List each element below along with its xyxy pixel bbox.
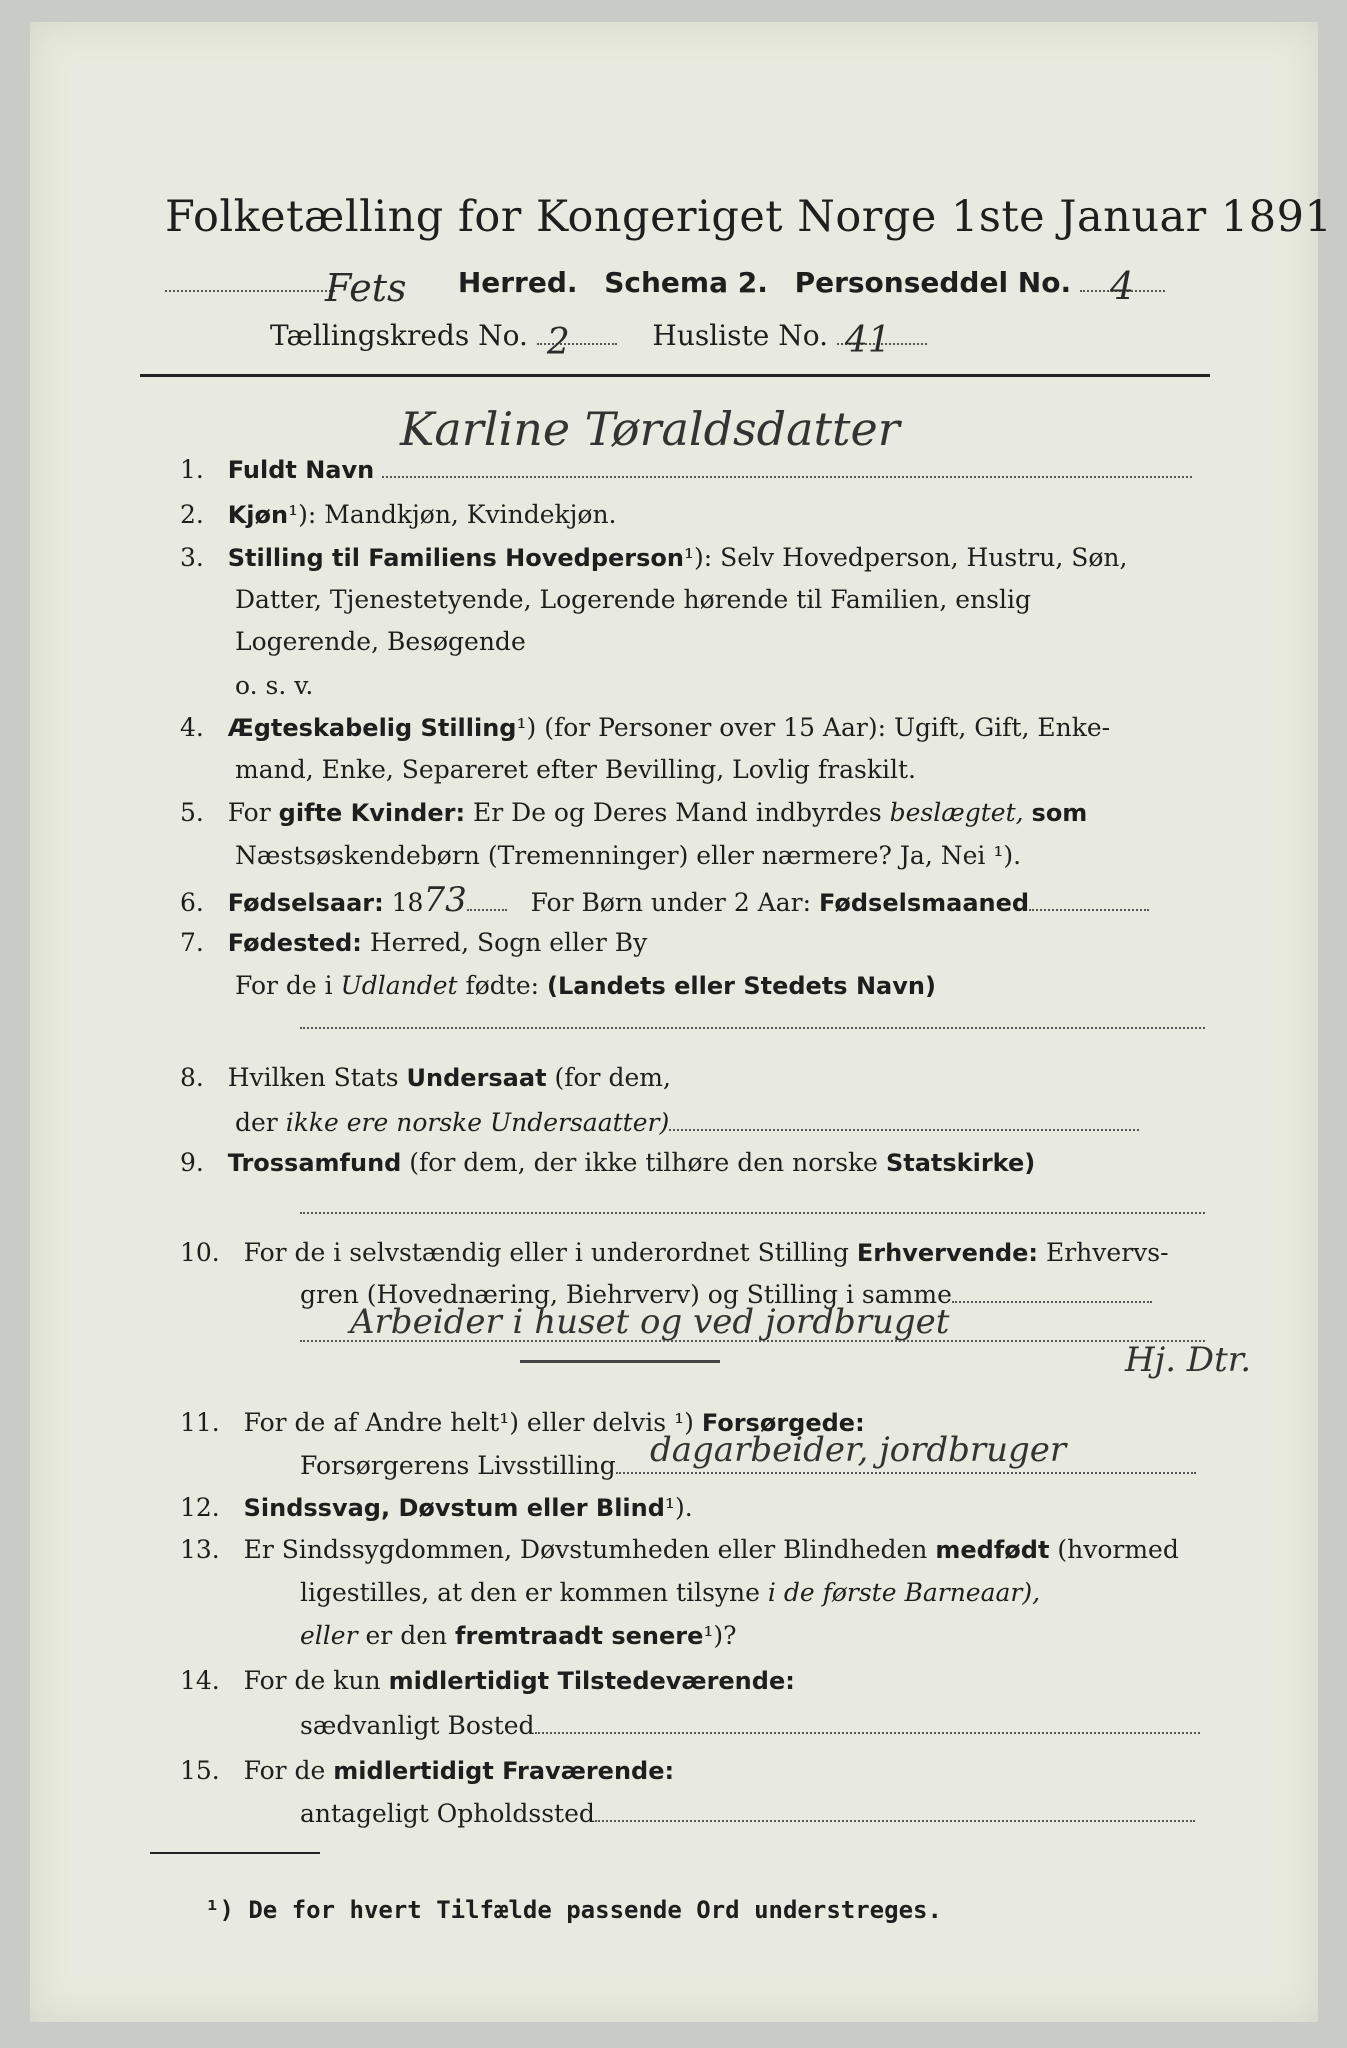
- field-10-line-2: gren (Hovednæring, Biehrverv) og Stilling i samme: [300, 1279, 1152, 1311]
- field-6: 6. Fødselsaar: 1873 For Børn under 2 Aar: Fødselsmaaned: [180, 884, 1149, 919]
- field-7-line-2: For de i Udlandet fødte: (Landets eller Stedets Navn): [235, 971, 936, 1000]
- field-3-line-3: Logerende, Besøgende: [235, 627, 526, 656]
- field-7: 7. Fødested: Herred, Sogn eller By: [180, 928, 648, 957]
- field-5-line-2: Næstsøskendebørn (Tremenninger) eller nærmere? Ja, Nei ¹).: [235, 841, 1022, 870]
- field-10: 10. For de i selvstændig eller i underordnet Stilling Erhvervende: Erhvervs-: [180, 1238, 1169, 1267]
- field-3: 3. Stilling til Familiens Hovedperson¹): Selv Hovedperson, Hustru, Søn,: [180, 543, 1128, 572]
- field-15-line-2: antageligt Opholdssted: [300, 1798, 1195, 1830]
- field-10-blank-line: [300, 1340, 1205, 1342]
- field-3-line-2: Datter, Tjenestetyende, Logerende hørende til Familien, enslig: [235, 585, 1032, 614]
- field-9-blank-line: [300, 1212, 1205, 1214]
- birth-year-value: 73: [423, 880, 467, 920]
- herred-line: [165, 264, 1165, 310]
- field-8: 8. Hvilken Stats Undersaat (for dem,: [180, 1063, 671, 1092]
- husliste-label: Husliste No.: [652, 319, 829, 352]
- form-title: Folketælling for Kongeriget Norge 1ste Januar 1891: [165, 192, 1333, 242]
- footnote-rule: [150, 1852, 320, 1854]
- field-13: 13. Er Sindssygdommen, Døvstumheden eller Blindheden medfødt (hvormed: [180, 1535, 1179, 1564]
- herred-label: Herred.: [457, 266, 578, 299]
- field-11-line-2: Forsørgerens Livsstilling: [300, 1450, 1196, 1482]
- personseddel-value: 4: [1110, 264, 1135, 308]
- field-1-label: Fuldt Navn: [227, 456, 375, 484]
- field-5: 5. For gifte Kvinder: Er De og Deres Mand indbyrdes beslægtet, som: [180, 798, 1088, 827]
- occupation-value: Arbeider i huset og ved jordbruget: [350, 1302, 950, 1342]
- footnote: ¹) De for hvert Tilfælde passende Ord understreges.: [205, 1896, 942, 1924]
- field-4: 4. Ægteskabelig Stilling¹) (for Personer over 15 Aar): Ugift, Gift, Enke-: [180, 713, 1111, 742]
- field-8-line-2: der ikke ere norske Undersaatter): [235, 1107, 1139, 1139]
- field-12: 12. Sindssvag, Døvstum eller Blind¹).: [180, 1493, 693, 1522]
- field-13-line-2: ligestilles, at den er kommen tilsyne i de første Barneaar),: [300, 1578, 1041, 1607]
- field-13-line-3: eller er den fremtraadt senere¹)?: [300, 1621, 737, 1650]
- full-name-value: Karline Tøraldsdatter: [400, 402, 900, 456]
- husliste-value: 41: [844, 320, 891, 361]
- personseddel-label: Personseddel No.: [794, 266, 1072, 299]
- schema-label: Schema 2.: [604, 266, 768, 299]
- herred-value: Fets: [325, 266, 407, 310]
- census-form-page: [30, 22, 1333, 2022]
- field-14-line-2: sædvanligt Bosted: [300, 1710, 1200, 1742]
- field-2: 2. Kjøn¹): Mandkjøn, Kvindekjøn.: [180, 500, 617, 529]
- header-rule: [140, 374, 1210, 377]
- provider-occupation-value: dagarbeider, jordbruger: [650, 1430, 1067, 1470]
- field-14: 14. For de kun midlertidigt Tilstedeværende:: [180, 1666, 795, 1695]
- field-2-options: ¹): Mandkjøn, Kvindekjøn.: [288, 500, 617, 529]
- field-9: 9. Trossamfund (for dem, der ikke tilhøre den norske Statskirke): [180, 1148, 1036, 1177]
- field-3-line-4: o. s. v.: [235, 671, 314, 700]
- occupation-annotation: Hj. Dtr.: [1125, 1340, 1252, 1380]
- field-1: [180, 454, 1192, 486]
- taellingskreds-label: Tællingskreds No.: [270, 319, 528, 352]
- occupation-underline: [520, 1360, 720, 1363]
- field-7-blank-line: [300, 1027, 1205, 1029]
- field-11: 11. For de af Andre helt¹) eller delvis ¹) Forsørgede:: [180, 1408, 865, 1437]
- field-15: 15. For de midlertidigt Fraværende:: [180, 1756, 675, 1785]
- field-1-number: 1.: [180, 455, 204, 484]
- field-4-line-2: mand, Enke, Separeret efter Bevilling, Lovlig fraskilt.: [235, 755, 916, 784]
- taellingskreds-value: 2: [546, 322, 570, 363]
- taellingskreds-line: [270, 319, 927, 363]
